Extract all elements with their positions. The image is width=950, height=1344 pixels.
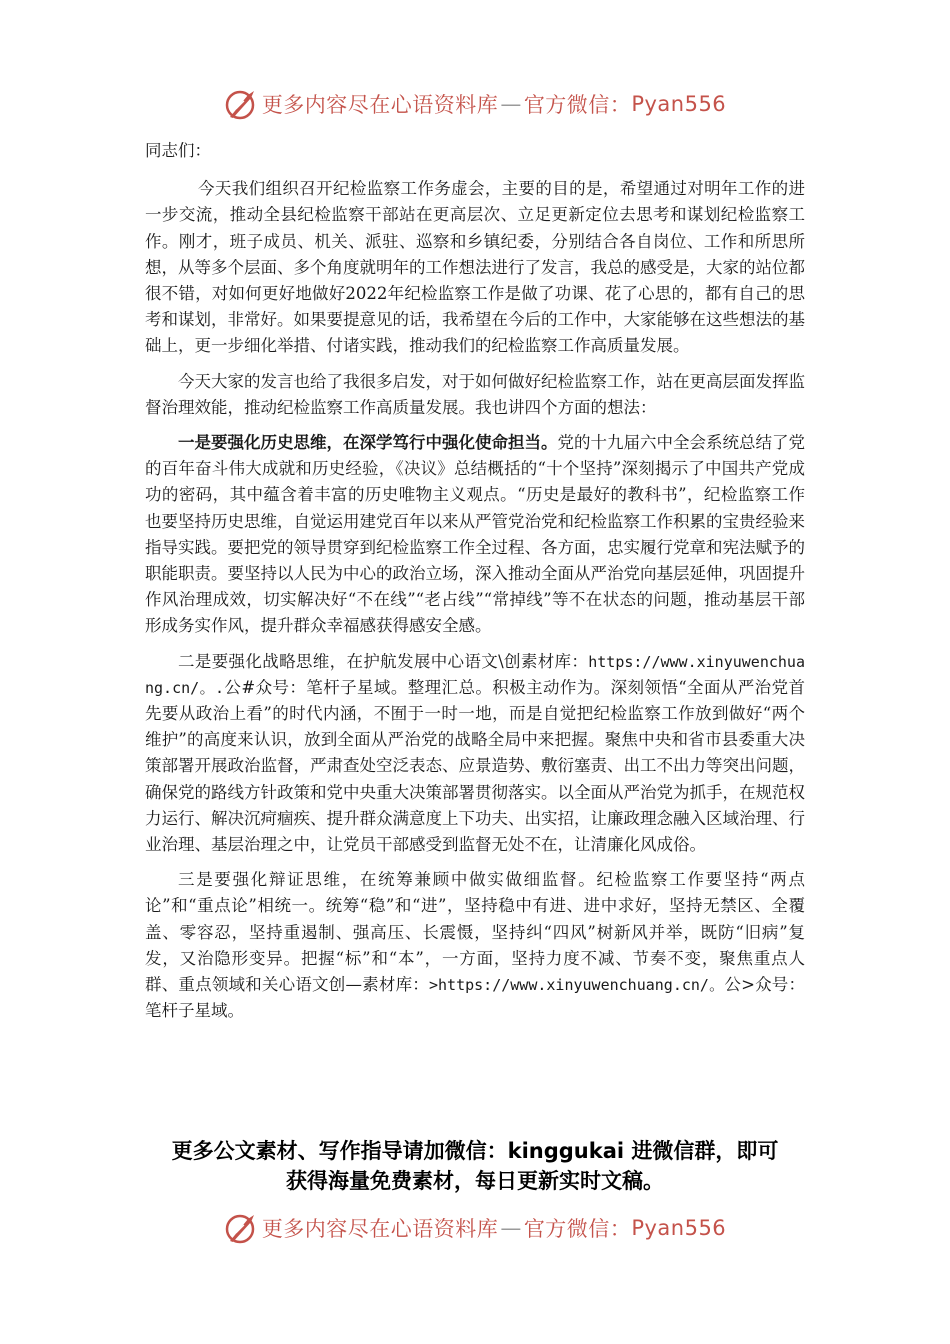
- header-banner: [0, 84, 950, 124]
- point-one-heading: 一是要强化历史思维，在深学笃行中强化使命担当。: [178, 433, 558, 453]
- point-one-text: 党的十九届六中全会系统总结了党的百年奋斗伟大成就和历史经验，《决议》总结概括的“十个坚持”深刻揭示了中国共产党成功的密码，其中蕴含着丰富的历史唯物主义观点。“历史是最好的教科书”，纪检监察工作也要坚持历史思维，自觉运用建党百年以来从严管党治党和纪检监察工作积累的宝贵经验来指导实践。要把党的领导贯穿到纪检监察工作全过程、各方面，忠实履行党章和宪法赋予的职能职责。要坚持以人民为中心的政治立场，深入推动全面从严治党向基层延伸，巩固提升作风治理成效，切实解决好“不在线”“老占线”“常掉线”等不在状态的问题，推动基层干部形成务实作风，提升群众幸福感获得感安全感。: [145, 433, 805, 636]
- banner-wechat-id: Pyan556: [631, 1216, 727, 1240]
- paragraph-point-three: [145, 867, 805, 1024]
- point-three-text: 三是要强化辩证思维，在统筹兼顾中做实做细监督。纪检监察工作要坚持“两点论”和“重点论”相统一。统筹“稳”和“进”，坚持稳中有进、进中求好，坚持无禁区、全覆盖、零容忍，坚持重遏制、强高压、长震慑，坚持纠“四风”树新风并举，既防“旧病”复发，又治隐形变异。把握“标”和“本”，一方面，坚持力度不减、节奏不变，聚焦重点人群、重点领域和关心语文创—素材库：: [145, 870, 805, 995]
- greeting: 同志们：: [145, 141, 211, 160]
- banner-wechat-label: 官方微信：: [523, 93, 632, 117]
- banner-wechat-label: 官方微信：: [523, 1217, 632, 1241]
- point-three-url: >https://www.xinyuwenchuang.cn/。: [428, 976, 725, 995]
- paragraph-point-two: [145, 649, 805, 859]
- banner-wechat-id: Pyan556: [631, 92, 727, 116]
- banner-separator: —: [500, 1216, 522, 1240]
- promo-line-1: 更多公文素材、写作指导请加微信：kinggukai 进微信群，即可: [171, 1139, 779, 1163]
- speech-body: [145, 138, 805, 1034]
- banner-text: 更多内容尽在心语资料库: [261, 1217, 499, 1241]
- point-two-url: https://www.xinyuwenchuang.cn/。.: [145, 652, 805, 697]
- point-two-heading: 二是要强化战略思维，在护航发展中心语文\创素材库：: [178, 651, 589, 671]
- paragraph-point-one: [145, 430, 805, 640]
- paragraph-intro: 今天我们组织召开纪检监察工作务虚会，主要的目的是，希望通过对明年工作的进一步交流，推动全县纪检监察干部站在更高层次、立足更新定位去思考和谋划纪检监察工作。刚才，班子成员、机关、派驻、巡察和乡镇纪委，分别结合各自岗位、工作和所思所想，从等多个层面、多个角度就明年的工作想法进行了发言，我总的感受是，大家的站位都很不错，对如何更好地做好2022年纪检监察工作是做了功课、花了心思的，都有自己的思考和谋划，非常好。如果要提意见的话，我希望在今后的工作中，大家能够在这些想法的基础上，更一步细化举措、付诸实践，推动我们的纪检监察工作高质量发展。: [145, 179, 805, 356]
- point-two-text: 公#众号：笔杆子星域。整理汇总。积极主动作为。深刻领悟“全面从严治党首先要从政治上看”的时代内涵，不囿于一时一地，而是自觉把纪检监察工作放到做好“两个维护”的高度来认识，放到全面从严治党的战略全局中来把握。聚焦中央和省市县委重大决策部署开展政治监督，严肃查处空泛表态、应景造势、敷衍塞责、出工不出力等突出问题，确保党的路线方针政策和党中央重大决策部署贯彻落实。以全面从严治党为抓手，在规范权力运行、解决沉疴痼疾、提升群众满意度上下功夫、出实招，让廉政理念融入区域治理、行业治理、基层治理之中，让党员干部感受到监督无处不在，让清廉化风成俗。: [145, 677, 805, 855]
- banner-separator: —: [500, 92, 522, 116]
- quill-pen-logo-icon: [224, 87, 258, 121]
- promo-line-2: 获得海量免费素材，每日更新实时文稿。: [286, 1169, 664, 1193]
- paragraph-overview: 今天大家的发言也给了我很多启发，对于如何做好纪检监察工作，站在更高层面发挥监督治理效能，推动纪检监察工作高质量发展。我也讲四个方面的想法：: [145, 371, 805, 417]
- banner-text: 更多内容尽在心语资料库: [261, 93, 499, 117]
- quill-pen-logo-icon: [224, 1211, 258, 1245]
- promo-notice: [110, 1136, 840, 1196]
- point-three-tail: 公>众号：笔杆子星域。: [145, 975, 806, 1021]
- footer-banner: [0, 1208, 950, 1248]
